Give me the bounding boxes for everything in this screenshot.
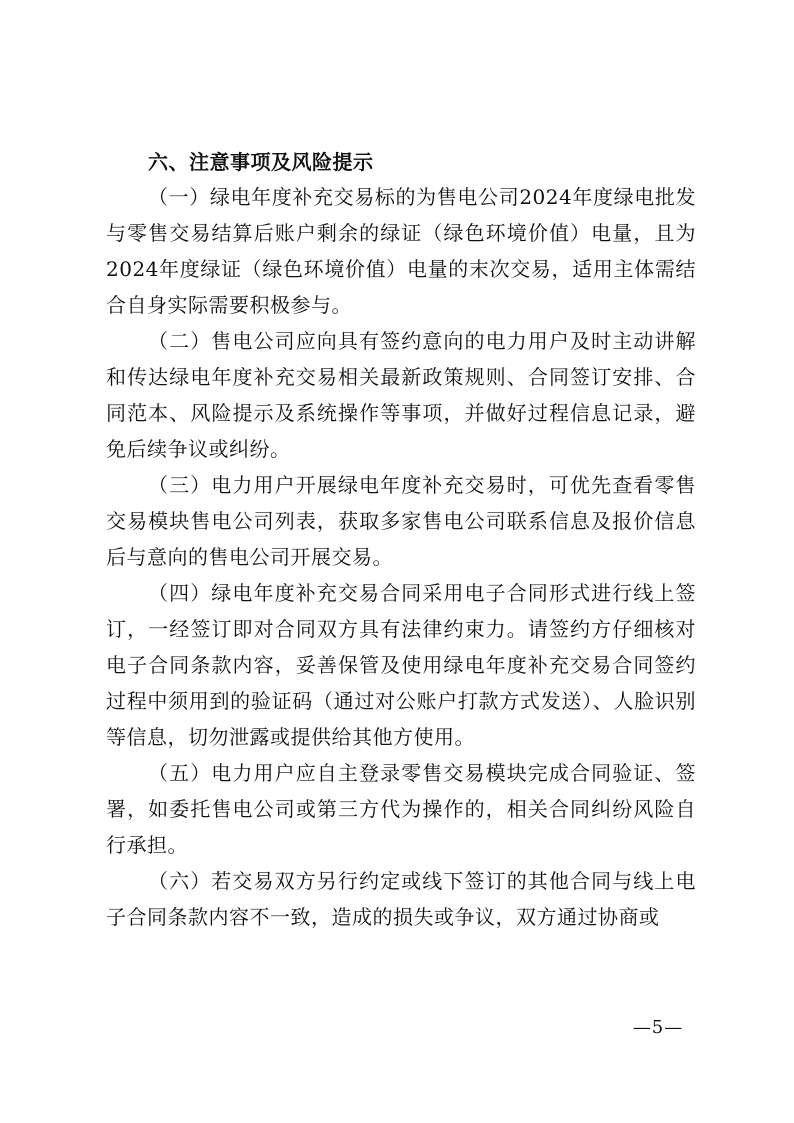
- paragraph-4: （四）绿电年度补充交易合同采用电子合同形式进行线上签订，一经签订即对合同双方具有法律约束力。请签约方仔细核对电子合同条款内容，妥善保管及使用绿电年度补充交易合同签约过程中须用到的验证码（通过对公账户打款方式发送）、人脸识别等信息，切勿泄露或提供给其他方使用。: [106, 581, 696, 749]
- document-body: [106, 145, 696, 935]
- paragraph-6: （六）若交易双方另行约定或线下签订的其他合同与线上电子合同条款内容不一致，造成的损失或争议，双方通过协商或: [106, 869, 696, 929]
- paragraph-2: （二）售电公司应向具有签约意向的电力用户及时主动讲解和传达绿电年度补充交易相关最新政策规则、合同签订安排、合同范本、风险提示及系统操作等事项，并做好过程信息记录，避免后续争议或纠纷。: [106, 329, 696, 461]
- page-number: —5—: [632, 1017, 684, 1038]
- paragraph-3: （三）电力用户开展绿电年度补充交易时，可优先查看零售交易模块售电公司列表，获取多家售电公司联系信息及报价信息后与意向的售电公司开展交易。: [106, 473, 696, 569]
- paragraph-5: （五）电力用户应自主登录零售交易模块完成合同验证、签署，如委托售电公司或第三方代为操作的，相关合同纠纷风险自行承担。: [106, 761, 696, 857]
- paragraph-1: （一）绿电年度补充交易标的为售电公司2024年度绿电批发与零售交易结算后账户剩余的绿证（绿色环境价值）电量，且为2024年度绿证（绿色环境价值）电量的末次交易，适用主体需结合自身实际需要积极参与。: [106, 185, 696, 317]
- section-title: 六、注意事项及风险提示: [148, 150, 374, 174]
